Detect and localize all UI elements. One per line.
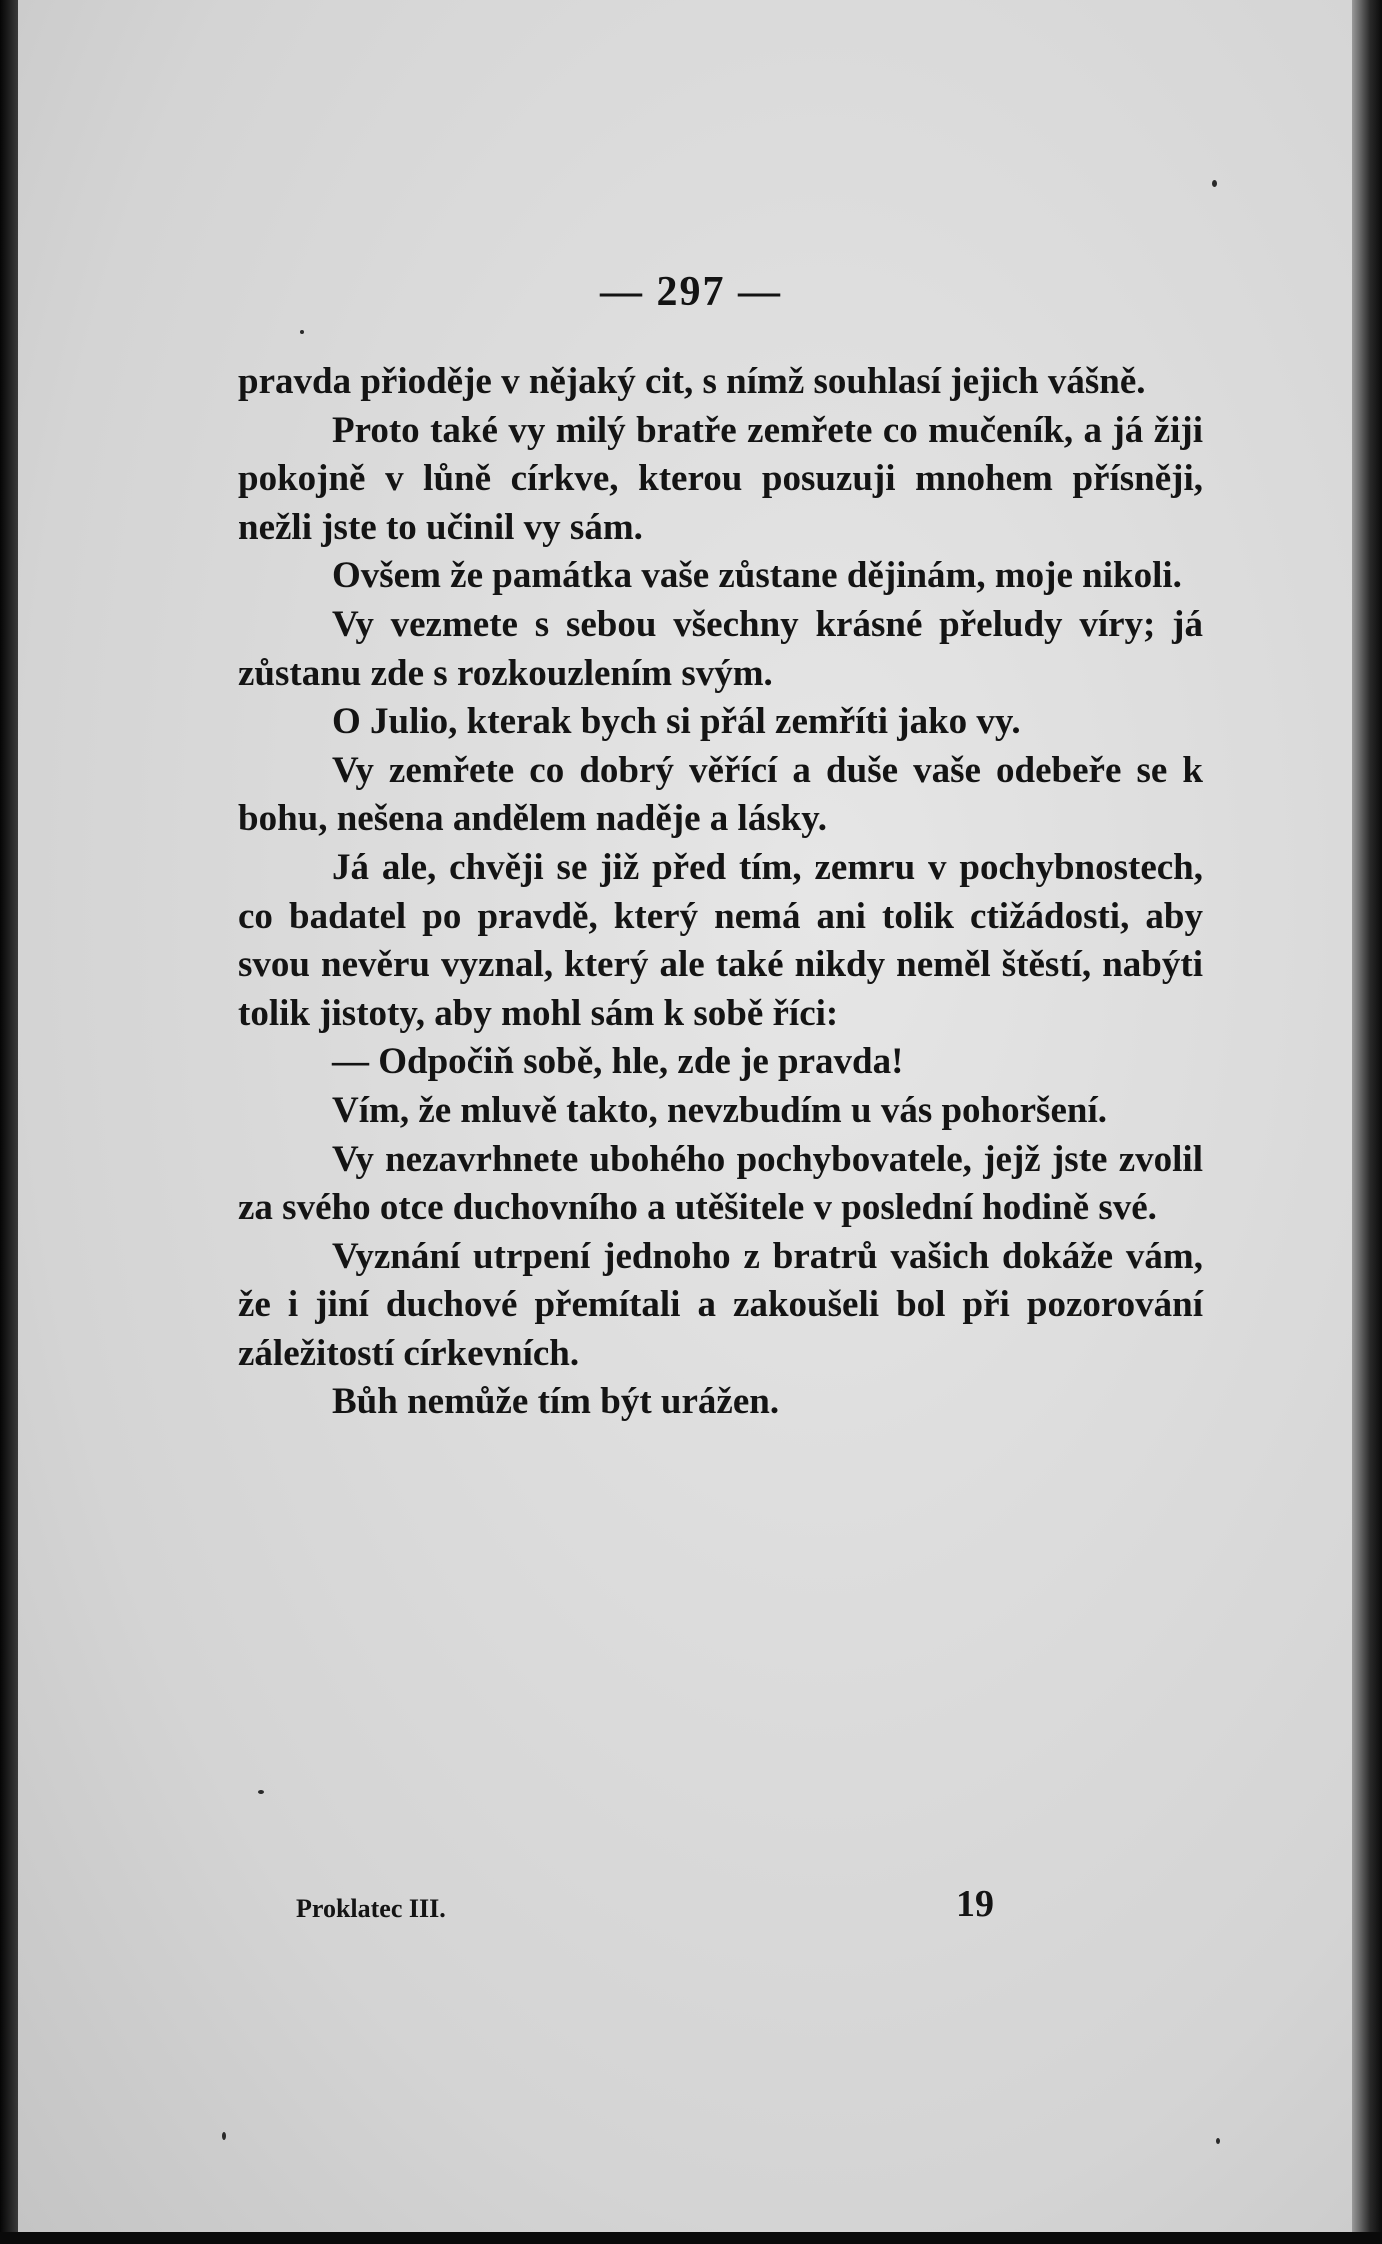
signature-number: 19 <box>956 1883 994 1925</box>
page-number: — 297 — <box>600 269 782 315</box>
paragraph: O Julio, kterak bych si přál zemříti jako vy. <box>332 701 1021 743</box>
paragraph: Vy zemřete co dobrý věřící a duše vaše odebeře se k bohu, nešena andělem naděje a lásky. <box>238 749 1203 840</box>
paragraph: Proto také vy milý bratře zemřete co mučeník, a já žiji pokojně v lůně církve, kterou posuzuji mnohem přísněji, nežli jste to učinil vy sám. <box>238 409 1203 548</box>
scan-edge-bottom <box>0 2232 1382 2244</box>
paragraph: — Odpočiň sobě, hle, zde je pravda! <box>332 1041 904 1083</box>
paragraph: Já ale, chvěji se již před tím, zemru v pochybnostech, co badatel po pravdě, který nemá ani tolik ctižádosti, aby svou nevěru vyznal, který ale také nikdy neměl štěstí, nabýti tolik jistoty, aby mohl sám k sobě říci: <box>238 846 1203 1034</box>
paragraph: Vyznání utrpení jednoho z bratrů vašich dokáže vám, že i jiní duchové přemítali a zakoušeli bol při pozorování záležitostí církevních. <box>238 1235 1203 1374</box>
paragraph: Vy vezmete s sebou všechny krásné přeludy víry; já zůstanu zde s rozkouzlením svým. <box>238 603 1203 694</box>
paragraph: pravda přioděje v nějaký cit, s nímž souhlasí jejich vášně. <box>238 361 1146 402</box>
print-speck <box>300 330 304 334</box>
print-speck <box>1216 2138 1220 2144</box>
paragraph: Bůh nemůže tím být urážen. <box>332 1381 780 1423</box>
scan-edge-left <box>0 0 18 2244</box>
scan-edge-right <box>1352 0 1382 2244</box>
paragraph: Ovšem že památka vaše zůstane dějinám, moje nikoli. <box>332 555 1182 597</box>
signature-mark: Proklatec III. <box>296 1894 446 1923</box>
paragraph: Vy nezavrhnete ubohého pochybovatele, jejž jste zvolil za svého otce duchovního a utěšitele v poslední hodině své. <box>238 1138 1203 1229</box>
print-speck <box>1212 180 1217 187</box>
body-text <box>238 358 1203 1427</box>
print-speck <box>258 1790 264 1794</box>
paragraph: Vím, že mluvě takto, nevzbudím u vás pohoršení. <box>332 1089 1107 1131</box>
print-speck <box>222 2132 226 2140</box>
